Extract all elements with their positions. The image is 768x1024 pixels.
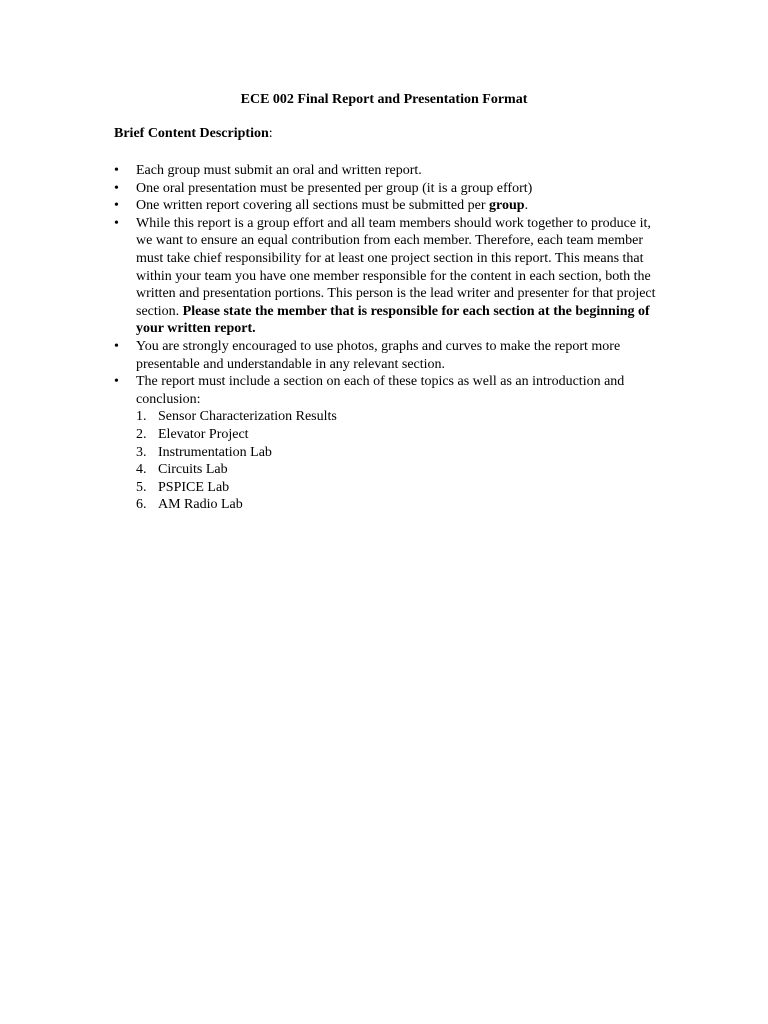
section-heading [114,125,273,143]
bullet-text-segment: One written report covering all sections must be submitted per [136,198,490,214]
topic-item [136,444,659,462]
bullet-text: One oral presentation must be presented per group (it is a group effort) [136,180,533,196]
topic-label: PSPICE Lab [158,479,230,495]
bullet-item-3 [114,197,659,215]
topic-number: 2. [136,426,147,442]
bullet-text-segment: . [524,198,529,214]
topic-number: 5. [136,479,147,495]
topic-item [136,461,659,479]
topic-number: 4. [136,462,147,478]
bullet-icon: • [114,215,119,231]
topic-label: Instrumentation Lab [158,444,272,460]
bullet-icon: • [114,338,119,354]
topic-number: 3. [136,444,147,460]
bullet-text [136,216,656,337]
topic-numbered-list [136,408,659,514]
section-heading-colon: : [268,126,273,141]
bullet-text: The report must include a section on each of these topics as well as an introduction and conclusion: [136,374,625,407]
bullet-icon: • [114,180,119,196]
bullet-icon: • [114,163,119,178]
topic-item [136,496,659,514]
topic-item [136,479,659,497]
bullet-item-4 [114,215,659,338]
bullet-item-5 [114,338,659,373]
bullet-text: Each group must submit an oral and written report. [136,163,422,178]
bullet-text-segment: While this report is a group effort and all team members should work together to produce it, we want to ensure an equal contribution from each member. Therefore, each team member must take chief responsibility for at least one project section in this report. This means that within your team you have one member responsible for the content in each section, both the written and presentation portions. This person is the lead writer and presenter for that project section. [136,215,656,319]
bullet-text: You are strongly encouraged to use photos, graphs and curves to make the report more presentable and understandable in any relevant section. [136,338,621,372]
topic-label: Circuits Lab [158,462,228,478]
topic-number: 1. [136,409,147,425]
bullet-icon: • [114,374,119,390]
bullet-bold-segment: group [489,198,525,214]
bullet-icon: • [114,198,119,214]
bullet-item-6 [114,373,659,514]
bullet-item-2 [114,180,659,198]
topic-label: AM Radio Lab [158,497,243,513]
topic-item [136,426,659,444]
bullet-bold-segment: Please state the member that is responsible for each section at the beginning of your written report. [136,303,650,337]
content-bullet-list [114,162,659,514]
document-title: ECE 002 Final Report and Presentation Format [240,92,528,107]
topic-label: Elevator Project [158,426,249,442]
topic-item [136,408,659,426]
topic-label: Sensor Characterization Results [158,409,337,425]
bullet-item-1 [114,162,659,180]
bullet-text [136,198,528,213]
section-heading-text: Brief Content Description [114,126,269,141]
topic-number: 6. [136,497,147,513]
